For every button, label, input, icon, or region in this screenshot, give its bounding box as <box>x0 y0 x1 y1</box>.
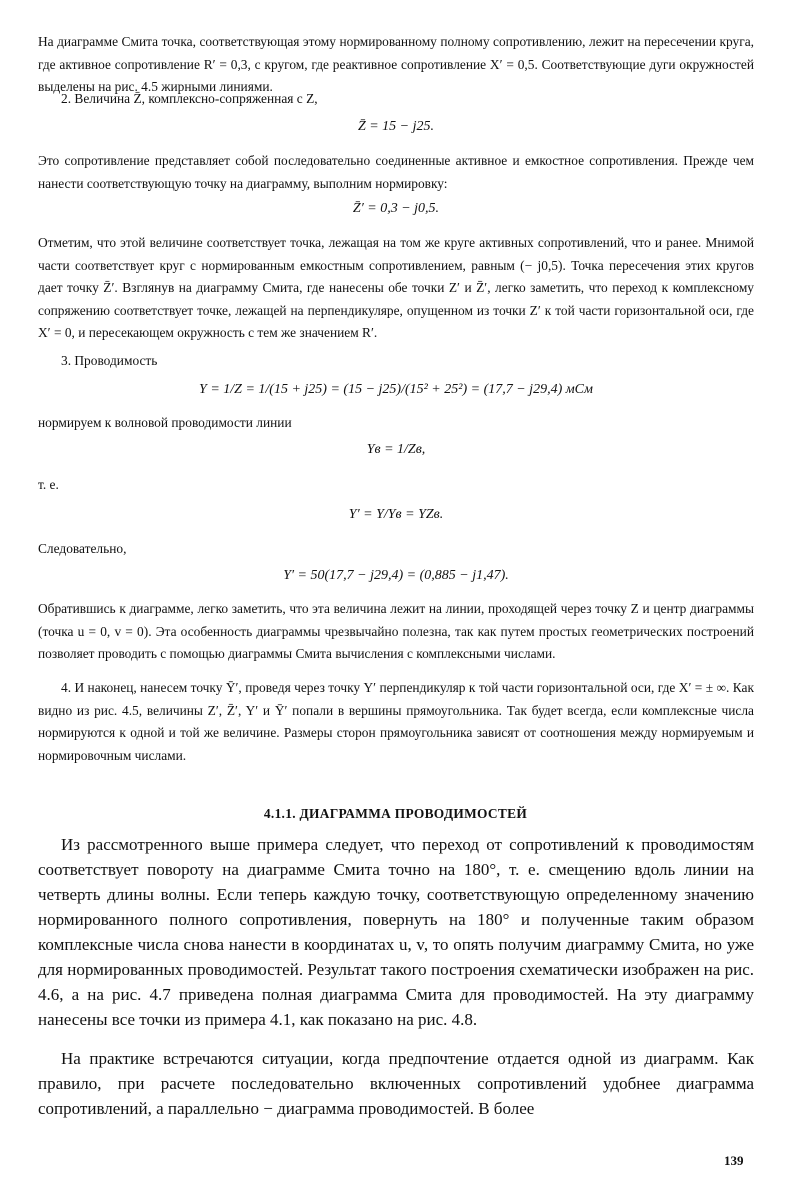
paragraph-diagram-line: Обратившись к диаграмме, легко заметить, что эта величина лежит на линии, проходящей через точку Z и центр диаграммы (точка u = 0, v = 0). Эта особенность диаграммы чрезвычайно полезна, так как путем простых геометрических построений позволяет проводить с помощью диаграммы Смита вычисления с комплексными числами. <box>38 601 754 661</box>
paragraph-ie: т. е. <box>38 477 59 492</box>
formula-admittance-value: Y′ = 50(17,7 − j29,4) = (0,885 − j1,47). <box>283 568 509 583</box>
formula-conjugate: Z̄ = 15 − j25. <box>357 119 435 134</box>
formula-wave-admittance: Yв = 1/Zв, <box>366 442 426 457</box>
formula-admittance: Y = 1/Z = 1/(15 + j25) = (15 − j25)/(15² + 25²) = (17,7 − j29,4) мСм <box>199 382 593 397</box>
section-heading: 4.1.1. ДИАГРАММА ПРОВОДИМОСТЕЙ <box>263 806 528 821</box>
body-paragraph-admittance-diagram: Из рассмотренного выше примера следует, что переход от сопротивлений к проводимостям соответствует повороту на диаграмме Смита точно на 180°, т. е. смещению вдоль линии на четверть длины волны. Если теперь каждую точку, соответствующую определенному значению нормированного полного сопротивления, повернуть на 180° и полученные таким образом комплексные числа снова нанести в координатах u, v, то опять получим диаграмму Смита, но уже для нормированных проводимостей. Результат такого построения схематически изображен на рис. 4.6, а на рис. 4.7 приведена полная диаграмма Смита для проводимостей. На эту диаграмму нанесены все точки из примера 4.1, как показано на рис. 4.8. <box>38 835 754 1029</box>
body-paragraph-practice: На практике встречаются ситуации, когда предпочтение отдается одной из диаграмм. Как правило, при расчете последовательно включенных сопротивлений удобнее диаграмма сопротивлений, а параллельно − диаграмма проводимостей. В более <box>38 1049 754 1118</box>
formula-normalized-conjugate: Z̄′ = 0,3 − j0,5. <box>352 201 440 216</box>
paragraph-series-resistance: Это сопротивление представляет собой последовательно соединенные активное и емкостное сопротивления. Прежде чем нанести соответствующую точку на диаграмму, выполним нормировку: <box>38 153 754 191</box>
paragraph-consequently: Следовательно, <box>38 541 127 556</box>
formula-normalized-admittance: Y′ = Y/Yв = YZв. <box>348 507 444 522</box>
page-number: 139 <box>724 1153 744 1168</box>
paragraph-step-3: 3. Проводимость <box>61 353 158 368</box>
paragraph-step-2: 2. Величина Z̄, комплексно-сопряженная с Z, <box>61 91 318 106</box>
paragraph-conjugate-point: Отметим, что этой величине соответствует точка, лежащая на том же круге активных сопротивлений, что и ранее. Мнимой части соответствует круг с нормированным емкостным сопротивлением, равным (− j0,5). Точка пересечения этих кругов дает точку Z̄′. Взглянув на диаграмму Смита, где нанесены обе точки Z′ и Z̄′, легко заметить, что переход к комплексному сопряжению соответствует точке, лежащей на перпендикуляре, опущенном из точки Z′ к той части горизонтальной оси, где X′ = 0, и пересекающем окружность с тем же значением R′. <box>38 235 754 340</box>
paragraph-normalize-admittance: нормируем к волновой проводимости линии <box>38 415 292 430</box>
paragraph-smith-point: На диаграмме Смита точка, соответствующая этому нормированному полному сопротивлению, лежит на пересечении круга, где активное сопротивление R′ = 0,3, с кругом, где реактивное сопротивление X′ = 0,5. Соответствующие дуги окружностей выделены на рис. 4.5 жирными линиями. <box>38 34 754 94</box>
paragraph-step-4: 4. И наконец, нанесем точку Ȳ′, проведя через точку Y′ перпендикуляр к той части горизонтальной оси, где X′ = ± ∞. Как видно из рис. 4.5, величины Z′, Z̄′, Y′ и Ȳ′ попали в вершины прямоугольника. Так будет всегда, если комплексные числа нормируются к одной и той же величине. Размеры сторон прямоугольника зависят от соотношения между нормируемым и нормировочным числами. <box>38 680 754 763</box>
